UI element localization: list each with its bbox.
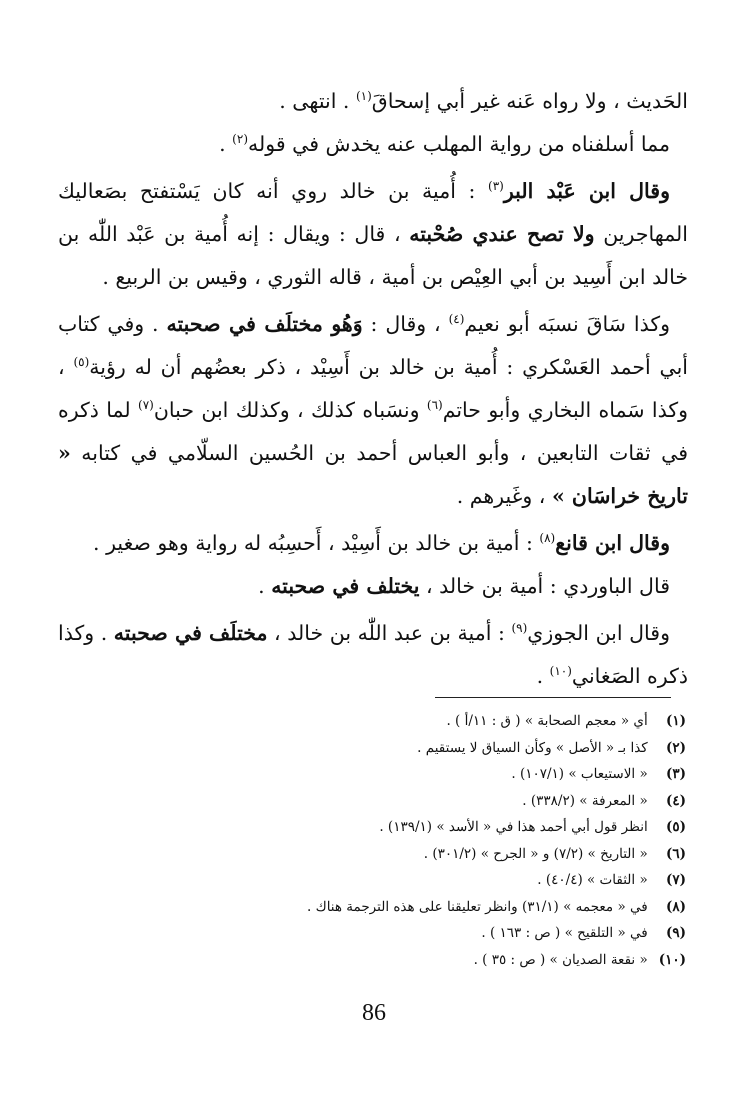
footnote-text: « نقعة الصديان » ( ص : ٣٥ ) .: [473, 951, 652, 968]
footnote: [60, 788, 686, 815]
footnote-number: (٦): [665, 845, 686, 862]
text-run: : أمية بن خالد بن أَسِيْد ، أَحسِبُه له رواية وهو صغير .: [93, 531, 540, 555]
main-text: [58, 80, 688, 698]
bold-phrase: « تاريخ خراسَان »: [58, 441, 688, 508]
page-number: 86: [362, 1000, 386, 1026]
text-run: : أُمية بن خالد روي أنه كان يَسْتفتح بصَعاليك المهاجرين: [58, 179, 688, 246]
footnote-marker: (٣): [488, 179, 504, 194]
footnote-number: (١): [665, 713, 686, 729]
text-run: ، قال : ويقال : إنه أُمية بن عَبْد اللّٰه بن خالد ابن أَسِيد بن أبي العِيْص بن أمية ، قاله الثوري ، وقيس بن الربيع .: [58, 222, 688, 289]
bold-phrase: يختلف في صحبته: [271, 574, 420, 598]
footnote-text: « الثقات » (٤٠/٤) .: [537, 872, 652, 888]
footnote-number: (٨): [665, 898, 686, 915]
footnote-number: (٥): [665, 819, 686, 835]
footnote-marker: (٦): [426, 398, 443, 413]
footnote-text: « المعرفة » (٣٣٨/٢) .: [522, 792, 652, 809]
footnote-text: « التاريخ » (٧/٢) و « الجرح » (٣٠١/٢) .: [423, 845, 652, 862]
text-run: الحَديث ، ولا رواه عَنه غير أبي إسحاقَ: [371, 89, 688, 113]
footnote: [60, 867, 686, 894]
text-run: ، وقال :: [362, 312, 449, 336]
footnote: [60, 841, 686, 868]
footnote-marker: (٨): [539, 531, 556, 546]
text-run: : أمية بن عبد اللّٰه بن خالد ،: [267, 621, 512, 645]
text-run: .: [219, 132, 233, 156]
text-run: .: [536, 664, 550, 688]
text-run: . وكذا ذكره الصَغاني: [58, 621, 688, 688]
footnote-number: (٤): [665, 792, 686, 809]
footnote-number: (٩): [665, 925, 686, 941]
footnote: [60, 735, 686, 762]
footnote-number: (٢): [665, 739, 686, 756]
footnote-text: انظر قول أبي أحمد هذا في « الأسد » (١٣٩/١) .: [379, 819, 652, 835]
footnote-marker: (٧): [138, 398, 154, 413]
paragraph-p6: [58, 565, 688, 608]
footnote-marker: (٥): [73, 355, 90, 370]
footnote-text: أي « معجم الصحابة » ( ق : ١١/أ ) .: [446, 713, 652, 729]
footnote-number: (٣): [665, 766, 686, 782]
footnote-marker: (٢): [232, 132, 248, 147]
bold-phrase: وقال ابن قانع: [555, 531, 670, 555]
paragraph-p2: [58, 123, 688, 166]
text-run: . وفي كتاب أبي أحمد العَسْكري : أُمية بن خالد بن أَسِيْد ، ذكر بعضُهم أن له رؤية: [58, 312, 688, 379]
footnote: [60, 814, 686, 841]
footnote-marker: (١٠): [549, 664, 572, 679]
footnote-marker: (٩): [511, 621, 528, 636]
paragraph-p5: [58, 522, 688, 565]
footnotes: [60, 708, 686, 973]
bold-phrase: مختلَف في صحبته: [113, 621, 268, 645]
paragraph-p3: [58, 170, 688, 299]
footnote: [60, 947, 686, 974]
text-run: مما أسلفناه من رواية المهلب عنه يخدش في قوله: [248, 132, 670, 156]
text-run: وقال ابن الجوزي: [527, 621, 670, 645]
footnote-marker: (٤): [448, 312, 465, 327]
text-run: ، وكذا سَماه البخاري وأبو حاتم: [58, 355, 688, 422]
footnote-number: (٧): [665, 872, 686, 888]
text-run: وكذا سَاقَ نسبَه أبو نعيم: [464, 312, 670, 336]
paragraph-p7: [58, 612, 688, 698]
bold-phrase: وَهُو مختلَف في صحبته: [166, 312, 363, 336]
text-run: ونسَباه كذلك ، وكذلك ابن حبان: [153, 398, 427, 422]
footnote: [60, 761, 686, 788]
footnote-text: « الاستيعاب » (١٠٧/١) .: [511, 766, 652, 782]
footnote: [60, 894, 686, 921]
footnote-text: في « معجمه » (٣١/١) وانظر تعليقنا على هذه الترجمة هناك .: [306, 898, 652, 915]
text-run: . انتهى .: [279, 89, 356, 113]
footnote: [60, 708, 686, 735]
text-run: .: [258, 574, 272, 598]
bold-phrase: وقال ابن عَبْد البر: [503, 179, 670, 203]
footnote: [60, 920, 686, 947]
paragraph-p4: [58, 303, 688, 518]
text-run: لما ذكره في ثقات التابعين ، وأبو العباس أحمد بن الحُسين السلّامي في كتابه: [58, 398, 688, 465]
footnote-separator: [435, 697, 671, 698]
footnote-text: في « التلقيح » ( ص : ١٦٣ ) .: [481, 925, 652, 941]
footnote-marker: (١): [355, 89, 372, 104]
text-run: قال الباوردي : أمية بن خالد ،: [419, 574, 670, 598]
text-run: ، وغَيرهم .: [456, 484, 552, 508]
paragraph-p1: [58, 80, 688, 123]
bold-phrase: ولا تصح عندي صُحْبته: [409, 222, 595, 246]
footnote-text: كذا بـ « الأصل » وكأن السياق لا يستقيم .: [417, 739, 652, 756]
footnote-number: (١٠): [658, 951, 686, 968]
